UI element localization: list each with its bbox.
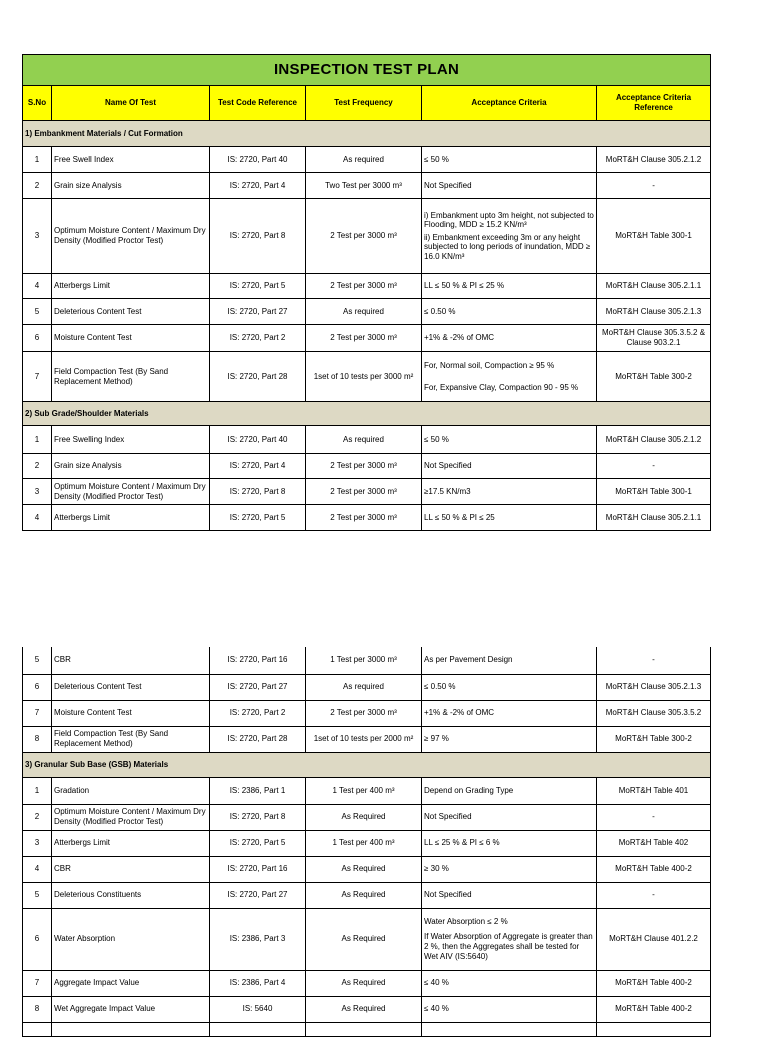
cell-name	[52, 1022, 210, 1036]
cell-name: Wet Aggregate Impact Value	[52, 996, 210, 1022]
cell-name: Atterbergs Limit	[52, 274, 210, 299]
cell-sno: 1	[23, 777, 52, 804]
table-row	[23, 454, 711, 479]
cell-frequency: 1 Test per 3000 m³	[306, 647, 422, 674]
cell-sno: 4	[23, 274, 52, 299]
cell-frequency: As required	[306, 299, 422, 325]
criteria-line: ii) Embankment exceeding 3m or any height subjected to long periods of inundation, MDD ≥ 16.0 KN/m³	[424, 232, 591, 261]
cell-name: Gradation	[52, 777, 210, 804]
cell-name: Atterbergs Limit	[52, 830, 210, 856]
cell-reference: MoRT&H Clause 305.2.1.2	[597, 147, 711, 173]
cell-reference: -	[597, 647, 711, 674]
cell-sno: 5	[23, 647, 52, 674]
cell-code: IS: 2720, Part 27	[210, 299, 306, 325]
cell-code	[210, 1022, 306, 1036]
cell-name: Deleterious Content Test	[52, 674, 210, 700]
header-code: Test Code Reference	[210, 86, 306, 121]
cell-name: Optimum Moisture Content / Maximum Dry Density (Modified Proctor Test)	[52, 479, 210, 505]
cell-name: Field Compaction Test (By Sand Replacement Method)	[52, 352, 210, 402]
cell-sno: 6	[23, 908, 52, 970]
cell-reference: MoRT&H Table 300-1	[597, 479, 711, 505]
cell-name: Optimum Moisture Content / Maximum Dry Density (Modified Proctor Test)	[52, 199, 210, 274]
cell-sno: 1	[23, 147, 52, 173]
cell-sno: 4	[23, 505, 52, 531]
cell-code: IS: 2720, Part 5	[210, 274, 306, 299]
table-row	[23, 1022, 711, 1036]
cell-sno: 2	[23, 454, 52, 479]
cell-sno: 3	[23, 199, 52, 274]
cell-reference: MoRT&H Clause 305.3.5.2	[597, 700, 711, 726]
cell-reference: MoRT&H Clause 305.3.5.2 & Clause 903.2.1	[597, 325, 711, 352]
cell-sno: 2	[23, 804, 52, 830]
table-row	[23, 674, 711, 700]
cell-sno: 6	[23, 325, 52, 352]
cell-name: Field Compaction Test (By Sand Replacement Method)	[52, 726, 210, 752]
cell-reference: MoRT&H Clause 305.2.1.3	[597, 299, 711, 325]
section-heading: 2) Sub Grade/Shoulder Materials	[23, 402, 711, 426]
cell-criteria: LL ≤ 50 % & PI ≤ 25	[422, 505, 597, 531]
page-title: INSPECTION TEST PLAN	[23, 55, 711, 86]
cell-reference: MoRT&H Table 300-2	[597, 352, 711, 402]
cell-criteria: +1% & -2% of OMC	[422, 700, 597, 726]
criteria-line: For, Expansive Clay, Compaction 90 - 95 %	[424, 382, 579, 392]
cell-reference: MoRT&H Table 401	[597, 777, 711, 804]
criteria-line: i) Embankment upto 3m height, not subjected to Flooding, MDD ≥ 15.2 KN/m³	[424, 210, 594, 230]
cell-sno: 7	[23, 352, 52, 402]
cell-sno: 1	[23, 426, 52, 454]
cell-code: IS: 2386, Part 1	[210, 777, 306, 804]
cell-frequency: 1set of 10 tests per 3000 m²	[306, 352, 422, 402]
cell-frequency: 2 Test per 3000 m³	[306, 199, 422, 274]
table-row	[23, 777, 711, 804]
cell-reference: MoRT&H Table 400-2	[597, 856, 711, 882]
cell-frequency: 2 Test per 3000 m³	[306, 325, 422, 352]
cell-sno: 5	[23, 299, 52, 325]
cell-reference: MoRT&H Clause 305.2.1.1	[597, 274, 711, 299]
cell-frequency: As Required	[306, 996, 422, 1022]
cell-frequency: As Required	[306, 804, 422, 830]
cell-code: IS: 2720, Part 40	[210, 147, 306, 173]
cell-frequency: As Required	[306, 882, 422, 908]
cell-frequency: 1 Test per 400 m³	[306, 830, 422, 856]
cell-criteria: ≥ 30 %	[422, 856, 597, 882]
cell-reference	[597, 1022, 711, 1036]
cell-criteria: Depend on Grading Type	[422, 777, 597, 804]
cell-code: IS: 2720, Part 40	[210, 426, 306, 454]
cell-sno: 2	[23, 173, 52, 199]
cell-name: Atterbergs Limit	[52, 505, 210, 531]
table-row	[23, 647, 711, 674]
cell-name: CBR	[52, 647, 210, 674]
cell-frequency: As required	[306, 147, 422, 173]
table-row	[23, 479, 711, 505]
cell-reference: -	[597, 882, 711, 908]
cell-reference: MoRT&H Clause 305.2.1.1	[597, 505, 711, 531]
table-row	[23, 882, 711, 908]
cell-criteria: ≥17.5 KN/m3	[422, 479, 597, 505]
cell-code: IS: 2720, Part 2	[210, 325, 306, 352]
cell-frequency: 1set of 10 tests per 2000 m²	[306, 726, 422, 752]
cell-sno: 3	[23, 830, 52, 856]
cell-criteria: As per Pavement Design	[422, 647, 597, 674]
cell-code: IS: 2720, Part 16	[210, 647, 306, 674]
header-frequency: Test Frequency	[306, 86, 422, 121]
cell-name: Deleterious Constituents	[52, 882, 210, 908]
cell-code: IS: 2720, Part 8	[210, 804, 306, 830]
cell-criteria: Not Specified	[422, 804, 597, 830]
table-row	[23, 700, 711, 726]
cell-name: CBR	[52, 856, 210, 882]
table-row	[23, 352, 711, 402]
cell-sno: 8	[23, 996, 52, 1022]
cell-name: Optimum Moisture Content / Maximum Dry Density (Modified Proctor Test)	[52, 804, 210, 830]
cell-code: IS: 5640	[210, 996, 306, 1022]
cell-frequency: Two Test per 3000 m³	[306, 173, 422, 199]
cell-frequency: As required	[306, 426, 422, 454]
cell-name: Free Swelling Index	[52, 426, 210, 454]
cell-code: IS: 2720, Part 8	[210, 479, 306, 505]
cell-frequency: As required	[306, 674, 422, 700]
cell-reference: MoRT&H Table 300-1	[597, 199, 711, 274]
cell-frequency: 2 Test per 3000 m³	[306, 700, 422, 726]
cell-code: IS: 2386, Part 3	[210, 908, 306, 970]
cell-code: IS: 2720, Part 5	[210, 830, 306, 856]
table-row	[23, 147, 711, 173]
cell-frequency: 2 Test per 3000 m³	[306, 274, 422, 299]
cell-name: Moisture Content Test	[52, 325, 210, 352]
cell-reference: MoRT&H Clause 401.2.2	[597, 908, 711, 970]
cell-sno: 7	[23, 970, 52, 996]
cell-code: IS: 2720, Part 28	[210, 726, 306, 752]
cell-criteria: Not Specified	[422, 173, 597, 199]
cell-sno: 8	[23, 726, 52, 752]
cell-reference: MoRT&H Table 300-2	[597, 726, 711, 752]
header-reference: Acceptance Criteria Reference	[597, 86, 711, 121]
table-row	[23, 199, 711, 274]
criteria-line: For, Normal soil, Compaction ≥ 95 %	[424, 360, 555, 370]
cell-criteria: ≤ 0.50 %	[422, 674, 597, 700]
cell-criteria: Not Specified	[422, 882, 597, 908]
cell-code: IS: 2720, Part 27	[210, 882, 306, 908]
cell-sno: 5	[23, 882, 52, 908]
cell-reference: MoRT&H Table 400-2	[597, 970, 711, 996]
cell-criteria	[422, 199, 597, 274]
cell-reference: MoRT&H Clause 305.2.1.2	[597, 426, 711, 454]
table-row	[23, 726, 711, 752]
cell-code: IS: 2720, Part 28	[210, 352, 306, 402]
cell-criteria: LL ≤ 50 % & PI ≤ 25 %	[422, 274, 597, 299]
cell-frequency: 1 Test per 400 m³	[306, 777, 422, 804]
cell-criteria: ≤ 50 %	[422, 147, 597, 173]
cell-sno: 6	[23, 674, 52, 700]
cell-code: IS: 2720, Part 4	[210, 173, 306, 199]
section-heading: 3) Granular Sub Base (GSB) Materials	[23, 752, 711, 777]
cell-criteria: ≤ 0.50 %	[422, 299, 597, 325]
cell-frequency: As Required	[306, 970, 422, 996]
table-row	[23, 274, 711, 299]
cell-code: IS: 2720, Part 27	[210, 674, 306, 700]
cell-sno: 7	[23, 700, 52, 726]
cell-name: Water Absorption	[52, 908, 210, 970]
cell-sno: 4	[23, 856, 52, 882]
cell-reference: -	[597, 454, 711, 479]
criteria-line: If Water Absorption of Aggregate is greater than 2 %, then the Aggregates shall be tested for Wet AIV (IS:5640)	[424, 932, 593, 961]
cell-sno	[23, 1022, 52, 1036]
cell-name: Aggregate Impact Value	[52, 970, 210, 996]
inspection-test-plan-table-continued	[22, 647, 711, 1037]
cell-criteria: +1% & -2% of OMC	[422, 325, 597, 352]
cell-frequency: 2 Test per 3000 m³	[306, 454, 422, 479]
table-row	[23, 908, 711, 970]
header-name: Name Of Test	[52, 86, 210, 121]
cell-criteria: Not Specified	[422, 454, 597, 479]
cell-frequency	[306, 1022, 422, 1036]
cell-code: IS: 2720, Part 4	[210, 454, 306, 479]
table-row	[23, 299, 711, 325]
cell-name: Moisture Content Test	[52, 700, 210, 726]
cell-name: Free Swell Index	[52, 147, 210, 173]
cell-criteria: ≥ 97 %	[422, 726, 597, 752]
cell-code: IS: 2720, Part 16	[210, 856, 306, 882]
cell-code: IS: 2386, Part 4	[210, 970, 306, 996]
cell-criteria: ≤ 50 %	[422, 426, 597, 454]
criteria-line: Water Absorption ≤ 2 %	[424, 916, 508, 926]
table-row	[23, 996, 711, 1022]
table-row	[23, 173, 711, 199]
cell-frequency: 2 Test per 3000 m³	[306, 479, 422, 505]
table-row	[23, 325, 711, 352]
cell-reference: -	[597, 173, 711, 199]
table-row	[23, 505, 711, 531]
cell-code: IS: 2720, Part 5	[210, 505, 306, 531]
cell-name: Grain size Analysis	[52, 173, 210, 199]
cell-name: Grain size Analysis	[52, 454, 210, 479]
section-heading: 1) Embankment Materials / Cut Formation	[23, 121, 711, 147]
cell-code: IS: 2720, Part 8	[210, 199, 306, 274]
cell-reference: MoRT&H Table 402	[597, 830, 711, 856]
header-sno: S.No	[23, 86, 52, 121]
cell-criteria: ≤ 40 %	[422, 996, 597, 1022]
table-row	[23, 856, 711, 882]
cell-criteria: ≤ 40 %	[422, 970, 597, 996]
cell-criteria	[422, 908, 597, 970]
header-criteria: Acceptance Criteria	[422, 86, 597, 121]
cell-name: Deleterious Content Test	[52, 299, 210, 325]
cell-criteria: LL ≤ 25 % & PI ≤ 6 %	[422, 830, 597, 856]
cell-frequency: As Required	[306, 908, 422, 970]
cell-frequency: 2 Test per 3000 m³	[306, 505, 422, 531]
cell-sno: 3	[23, 479, 52, 505]
cell-code: IS: 2720, Part 2	[210, 700, 306, 726]
table-row	[23, 830, 711, 856]
cell-reference: MoRT&H Table 400-2	[597, 996, 711, 1022]
cell-reference: -	[597, 804, 711, 830]
cell-criteria	[422, 1022, 597, 1036]
table-row	[23, 426, 711, 454]
table-row	[23, 970, 711, 996]
cell-frequency: As Required	[306, 856, 422, 882]
table-row	[23, 804, 711, 830]
cell-reference: MoRT&H Clause 305.2.1.3	[597, 674, 711, 700]
inspection-test-plan-table	[22, 54, 711, 531]
cell-criteria	[422, 352, 597, 402]
